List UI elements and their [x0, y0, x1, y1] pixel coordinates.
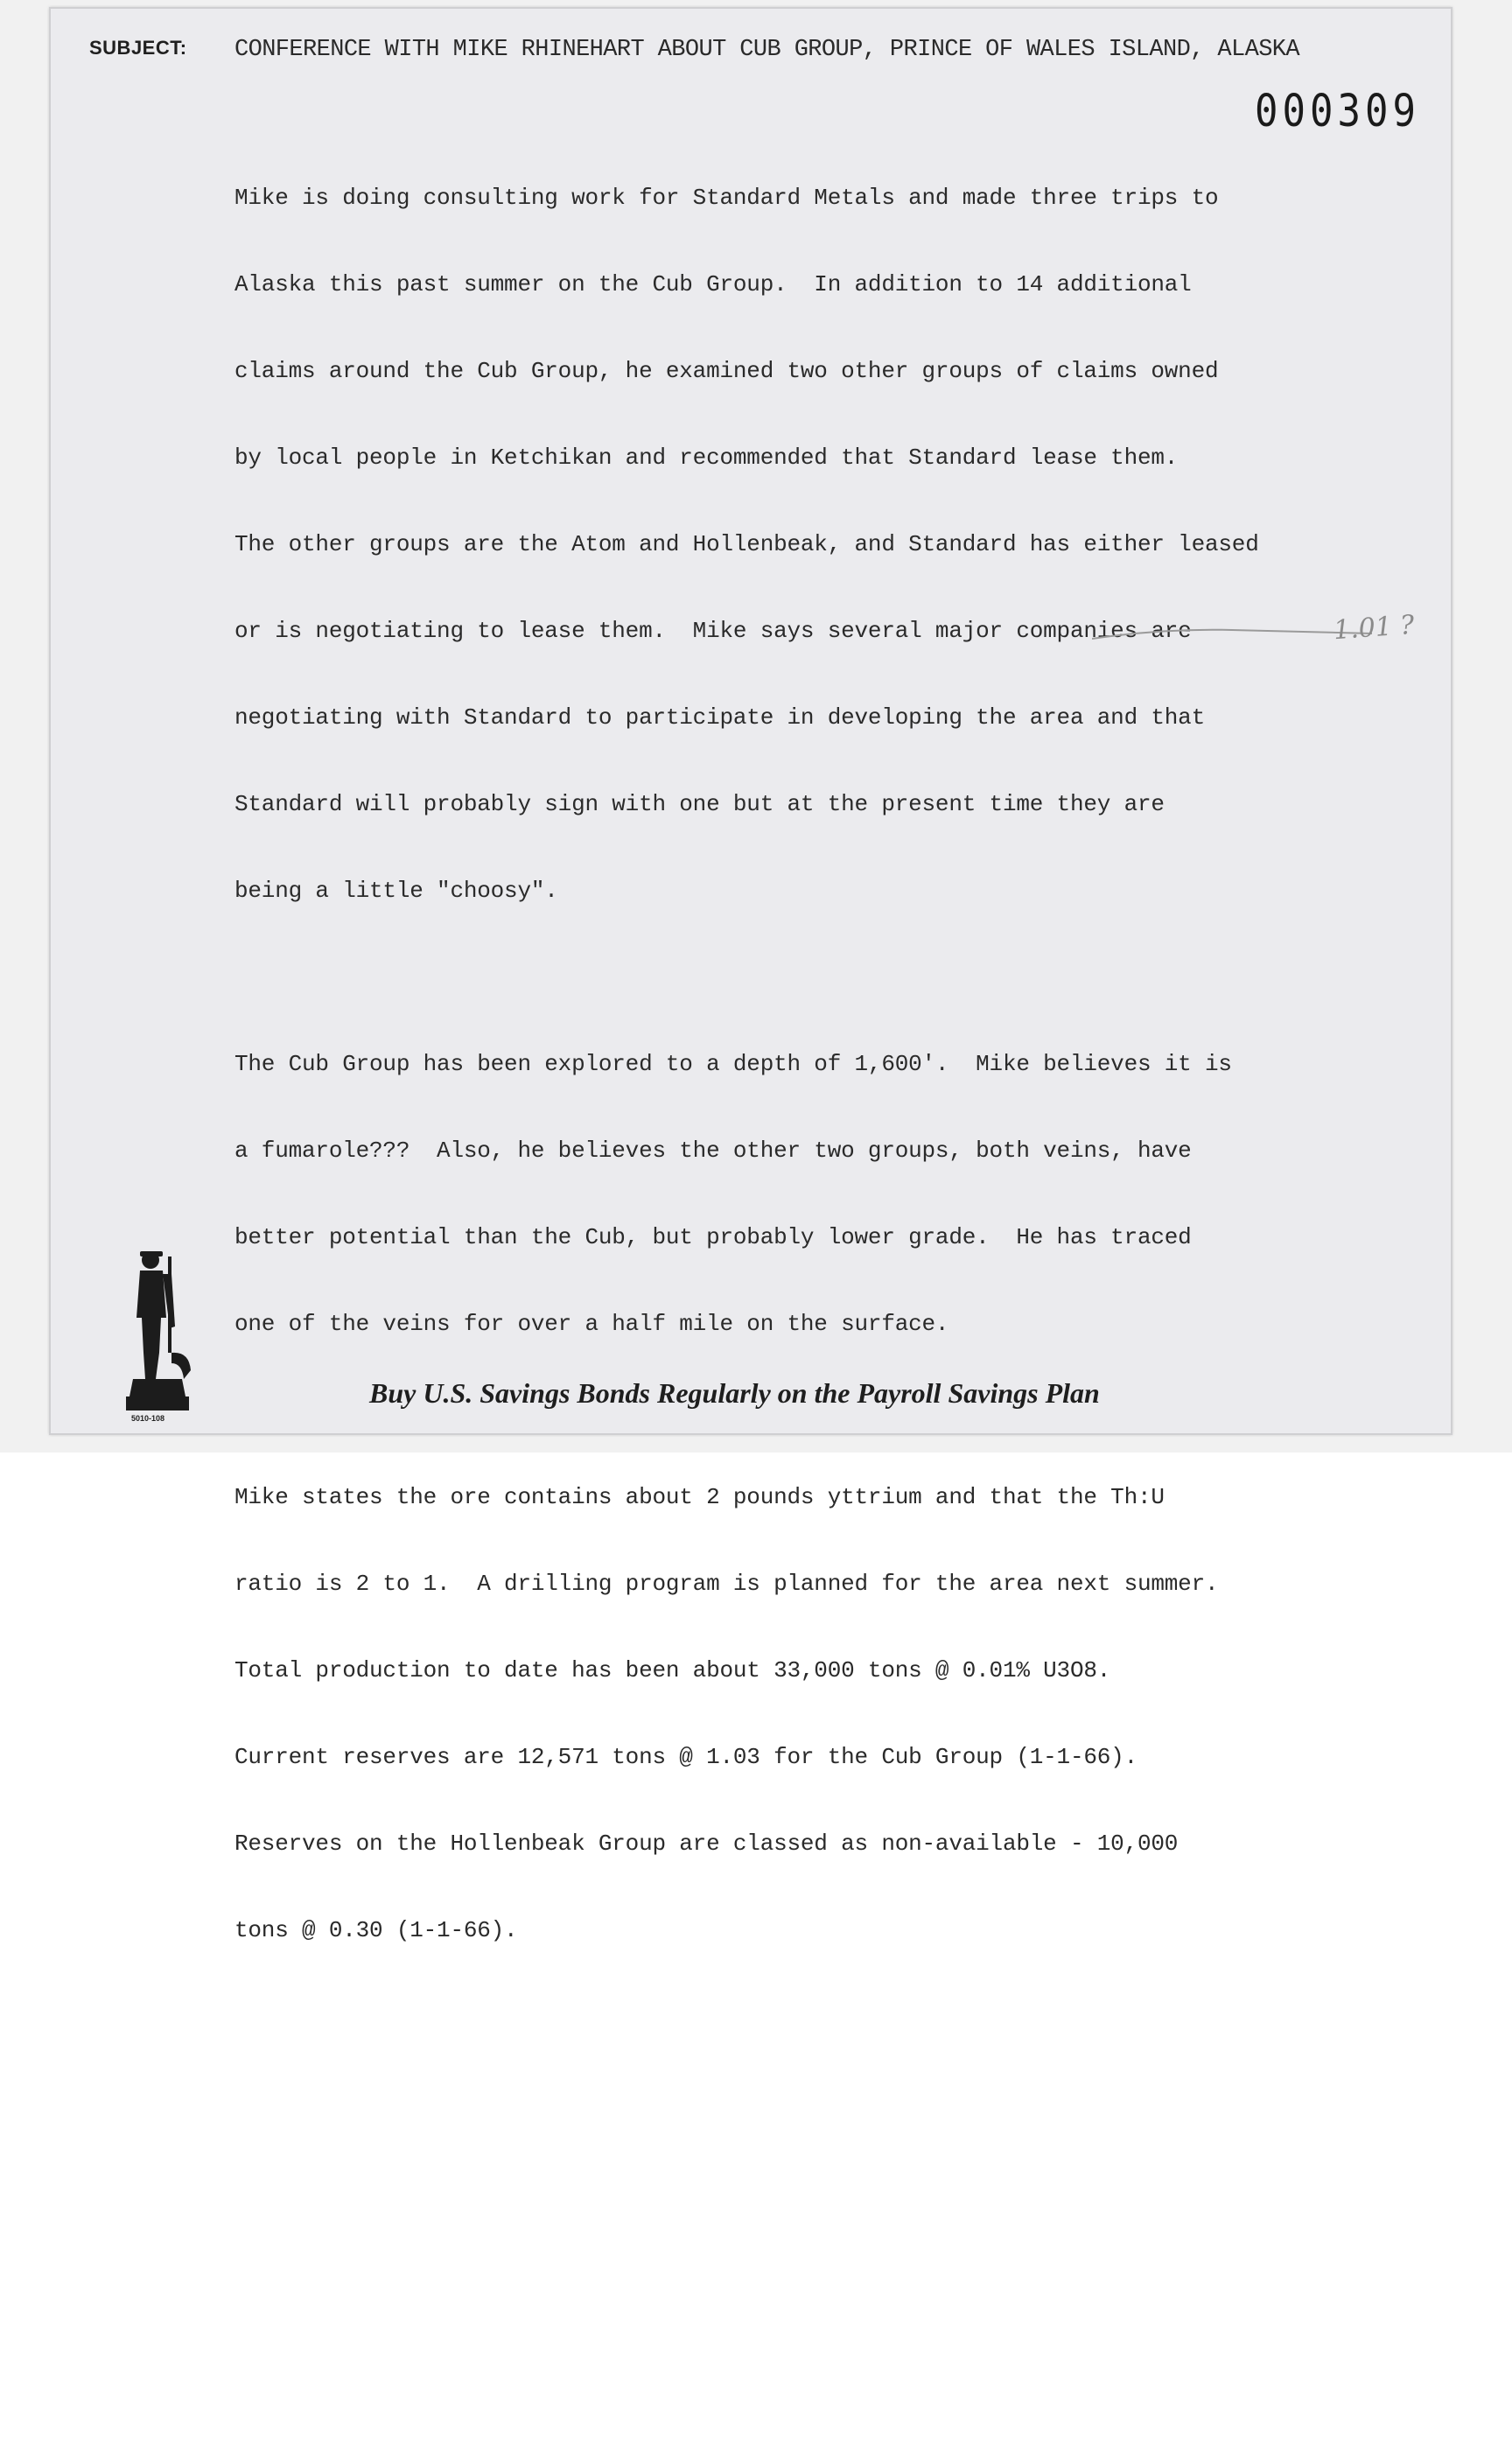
paragraph-line: The Cub Group has been explored to a depth of 1,600'. Mike believes it is: [234, 1051, 1232, 1077]
document-number-stamp: 000309: [1255, 86, 1420, 137]
paragraph-line: Standard will probably sign with one but at the present time they are: [234, 791, 1165, 817]
paragraph-line: a fumarole??? Also, he believes the other two groups, both veins, have: [234, 1138, 1192, 1164]
paragraph-line: Current reserves are 12,571 tons @ 1.03 for the Cub Group (1-1-66).: [234, 1744, 1138, 1770]
paragraph-line: Mike is doing consulting work for Standard Metals and made three trips to: [234, 185, 1219, 211]
paragraph-line: by local people in Ketchikan and recommended that Standard lease them.: [234, 444, 1179, 471]
subject-label: SUBJECT:: [89, 37, 187, 59]
paragraph-line: tons @ 0.30 (1-1-66).: [234, 1917, 518, 1943]
paragraph-1: [234, 126, 1390, 963]
paragraph-line: one of the veins for over a half mile on the surface.: [234, 1311, 949, 1337]
subject-line: CONFERENCE WITH MIKE RHINEHART ABOUT CUB GROUP, PRINCE OF WALES ISLAND, ALASKA: [234, 37, 1300, 63]
memo-sheet: [49, 7, 1452, 1943]
minuteman-statue-icon: [121, 1248, 194, 1416]
paragraph-line: better potential than the Cub, but probably lower grade. He has traced: [234, 1224, 1192, 1250]
paragraph-2: [234, 992, 1390, 1396]
paragraph-line: negotiating with Standard to participate in developing the area and that: [234, 704, 1205, 731]
paragraph-3: [234, 1425, 1390, 2003]
memo-body: [234, 126, 1390, 2032]
paragraph-line: Mike states the ore contains about 2 pounds yttrium and that the Th:U: [234, 1484, 1165, 1510]
paragraph-line: being a little "choosy".: [234, 878, 558, 904]
pencil-underline-mark: [1092, 621, 1372, 648]
savings-bonds-slogan: Buy U.S. Savings Bonds Regularly on the Payroll Savings Plan: [369, 1377, 1100, 1409]
paragraph-line: The other groups are the Atom and Hollenbeak, and Standard has either leased: [234, 531, 1259, 557]
paragraph-line: or is negotiating to lease them. Mike says several major companies are: [234, 618, 1192, 644]
handwritten-margin-note: 1.01 ?: [1332, 609, 1416, 647]
paragraph-line: Total production to date has been about 33,000 tons @ 0.01% U3O8.: [234, 1657, 1111, 1684]
paragraph-line: claims around the Cub Group, he examined two other groups of claims owned: [234, 358, 1219, 384]
paragraph-line: Reserves on the Hollenbeak Group are classed as non-available - 10,000: [234, 1830, 1179, 1857]
paragraph-line: Alaska this past summer on the Cub Group. In addition to 14 additional: [234, 271, 1192, 298]
form-code: 5010-108: [131, 1414, 165, 1423]
paragraph-line: ratio is 2 to 1. A drilling program is planned for the area next summer.: [234, 1571, 1219, 1597]
